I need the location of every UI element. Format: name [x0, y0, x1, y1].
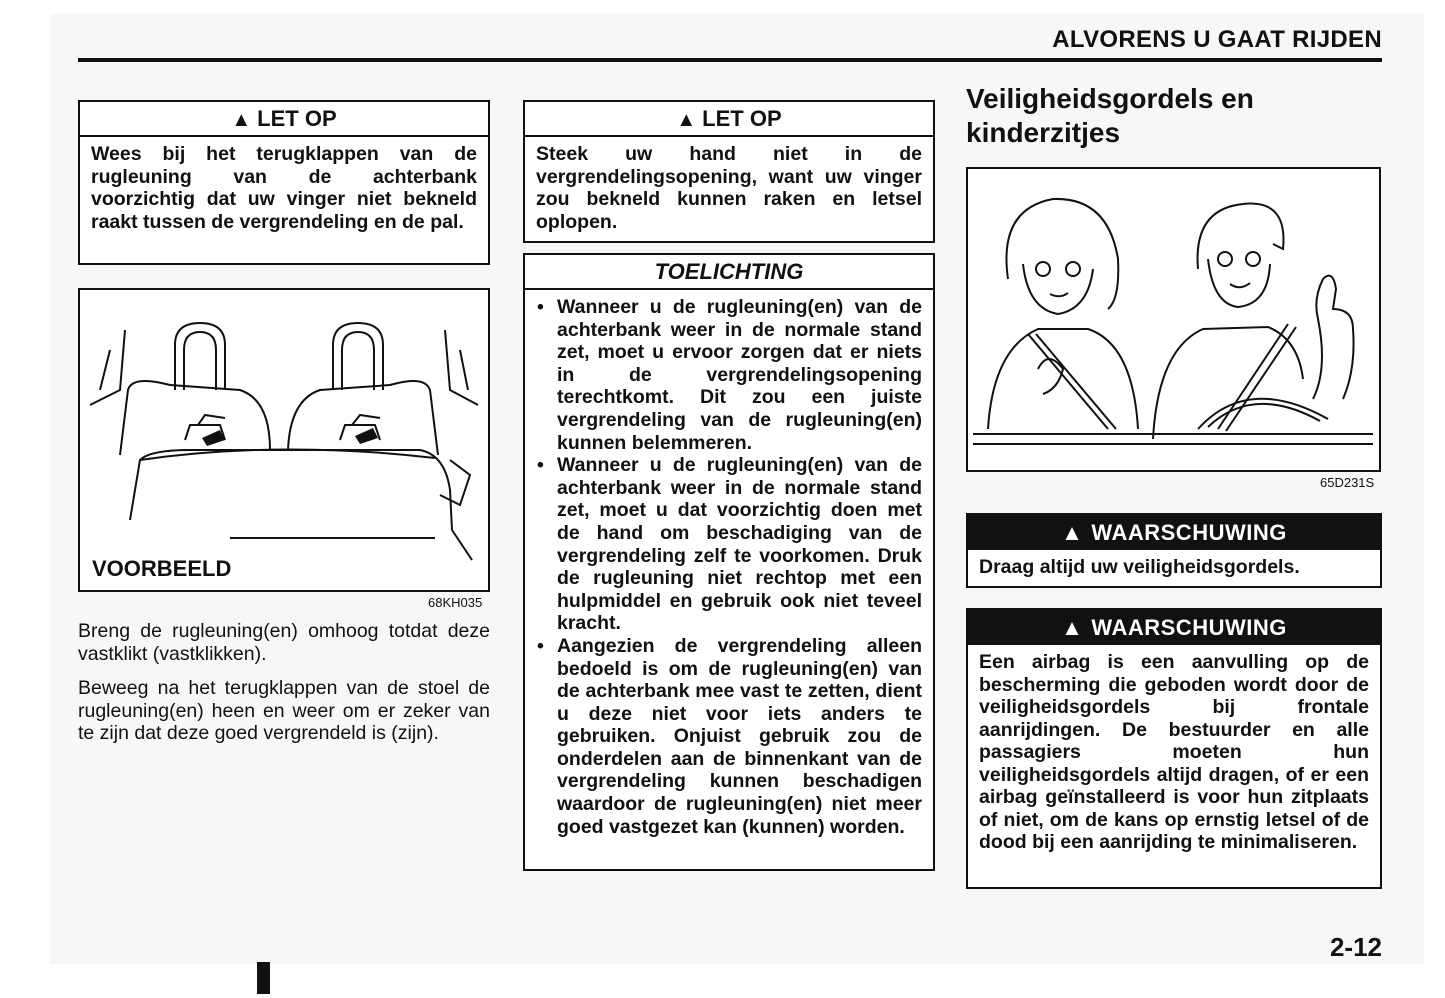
caution-text: Steek uw hand niet in de vergrendelingsopening, want uw vinger zou bekneld kunnen raken en letsel oplopen. — [536, 143, 922, 233]
figure-code: 65D231S — [1320, 475, 1375, 490]
caution-text: Wees bij het terugklappen van de rugleuning van de achterbank voorzichtig dat uw vinger niet bekneld raakt tussen de vergrendeling en de pal. — [91, 143, 477, 233]
figure-code: 68KH035 — [428, 595, 483, 610]
seatbelt-illustration — [966, 167, 1381, 472]
toelichting-heading: TOELICHTING — [525, 255, 933, 290]
warning-text: Een airbag is een aanvulling op de bescherming die geboden wordt door de veiligheidsgordels bij frontale aanrijdingen. De bestuurder en alle passagiers moeten hun veiligheidsgordels altijd dragen, of er een airbag geïnstalleerd is voor hun zitplaats of niet, om de kans op ernstig letsel of de dood bij een aanrijding te minimaliseren. — [979, 651, 1369, 853]
toelichting-list — [525, 290, 933, 846]
caution-box-left — [78, 100, 490, 265]
instruction-paragraph: Beweeg na het terugklappen van de stoel de rugleuning(en) heen en weer om er zeker van te zijn dat deze goed vergrendeld is (zijn). — [78, 677, 490, 744]
belted-occupants-drawing — [968, 169, 1379, 470]
section-title: Veiligheidsgordels en kinderzitjes — [966, 83, 1254, 148]
seat-illustration — [78, 288, 490, 592]
caution-heading — [525, 102, 933, 137]
header-rule — [78, 58, 1382, 62]
warning-box-seatbelts — [966, 513, 1382, 588]
warning-box-airbag — [966, 608, 1382, 889]
list-item: • Aangezien de vergrendeling alleen bedoeld is om de rugleuning(en) van de achterbank mee vast te zetten, dient u deze niet voor iets anders te gebruiken. Onjuist gebruik zou de onderdelen aan de binnenkant van de vergrendeling kunnen beschadigen waardoor de rugleuning(en) niet meer goed vastgezet kan (kunnen) worden. — [557, 635, 922, 838]
instruction-paragraph: Breng de rugleuning(en) omhoog totdat deze vastklikt (vastklikken). — [78, 620, 490, 665]
warning-heading-text: WAARSCHUWING — [1091, 520, 1287, 545]
page-header-title: ALVORENS U GAAT RIJDEN — [1052, 26, 1382, 53]
rear-seat-drawing — [80, 290, 488, 590]
figure-label: VOORBEELD — [92, 556, 232, 581]
warning-triangle-icon: ▲ — [231, 109, 252, 131]
warning-heading-text: WAARSCHUWING — [1091, 615, 1287, 640]
caution-heading-text: LET OP — [702, 106, 782, 131]
page-number: 2-12 — [1329, 932, 1382, 962]
caution-box-middle — [523, 100, 935, 243]
warning-heading — [968, 610, 1380, 645]
toelichting-box — [523, 253, 935, 871]
list-item: • Wanneer u de rugleuning(en) van de achterbank weer in de normale stand zet, moet u dat voorzichtig doen met de hand om beschadiging van de vergrendeling zelf te voorkomen. Druk de rugleuning niet rechtop met een hulpmiddel en gebruik ook niet teveel kracht. — [557, 454, 922, 635]
margin-marker — [257, 962, 270, 994]
warning-triangle-icon: ▲ — [1061, 520, 1084, 545]
caution-heading-text: LET OP — [257, 106, 337, 131]
warning-triangle-icon: ▲ — [1061, 615, 1084, 640]
caution-heading — [80, 102, 488, 137]
warning-heading — [968, 515, 1380, 550]
warning-text: Draag altijd uw veiligheidsgordels. — [979, 556, 1300, 578]
list-item: • Wanneer u de rugleuning(en) van de achterbank weer in de normale stand zet, moet u ervoor zorgen dat er niets in de vergrendelingsopening terechtkomt. Dit zou een juiste vergrendeling van de rugleuning(en) kunnen belemmeren. — [557, 296, 922, 454]
warning-triangle-icon: ▲ — [676, 109, 697, 131]
